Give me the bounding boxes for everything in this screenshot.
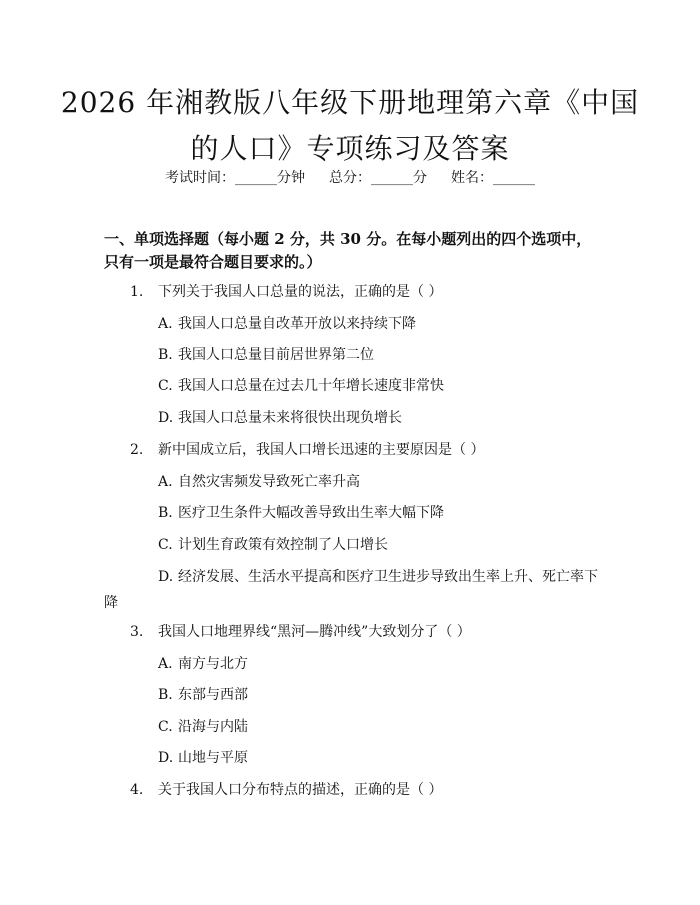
- option-text: 我国人口总量目前居世界第二位: [178, 347, 374, 363]
- title-line-2: 的人口》专项练习及答案: [190, 132, 510, 165]
- option-letter: D.: [158, 410, 174, 426]
- option-text: 我国人口总量在过去几十年增长速度非常快: [178, 378, 444, 394]
- question-number: 3.: [130, 624, 144, 640]
- option-letter: B.: [158, 687, 173, 703]
- option-text: 计划生育政策有效控制了人口增长: [178, 537, 388, 553]
- total-score: 总分：______分: [329, 170, 427, 186]
- option: [158, 685, 248, 705]
- option-text: 经济发展、生活水平提高和医疗卫生进步导致出生率上升、死亡率下降: [104, 569, 598, 611]
- option: [158, 503, 444, 523]
- question-text: 新中国成立后，我国人口增长迅速的主要原因是（ ）: [158, 442, 485, 458]
- option: [158, 408, 402, 428]
- title-line-1: 2026 年湘教版八年级下册地理第六章《中国: [60, 86, 640, 119]
- exam-info: [0, 168, 700, 188]
- option-text: 东部与西部: [178, 687, 248, 703]
- option: [158, 748, 248, 768]
- option: [158, 376, 444, 396]
- option-text: 我国人口总量自改革开放以来持续下降: [178, 316, 416, 332]
- option-letter: D.: [158, 750, 174, 766]
- option-text: 沿海与内陆: [178, 719, 248, 735]
- option-letter: A.: [158, 474, 173, 490]
- question-number: 2.: [130, 442, 144, 458]
- option-letter: C.: [158, 537, 173, 553]
- option-letter: B.: [158, 347, 173, 363]
- option: [158, 472, 360, 492]
- question-text: 我国人口地理界线“黑河—腾冲线”大致划分了（ ）: [158, 624, 471, 640]
- option-letter: A.: [158, 656, 173, 672]
- option-text: 我国人口总量未来将很快出现负增长: [178, 410, 402, 426]
- option: [158, 314, 416, 334]
- question-text: 关于我国人口分布特点的描述，正确的是（ ）: [158, 782, 443, 798]
- option: [158, 345, 374, 365]
- question-number: 1.: [130, 284, 144, 300]
- question-text: 下列关于我国人口总量的说法，正确的是（ ）: [158, 284, 443, 300]
- option-letter: C.: [158, 719, 173, 735]
- option-text: 自然灾害频发导致死亡率升高: [178, 474, 360, 490]
- option-text: 山地与平原: [178, 750, 248, 766]
- option-text: 南方与北方: [178, 656, 248, 672]
- option-letter: D.: [158, 569, 174, 585]
- option-text: 医疗卫生条件大幅改善导致出生率大幅下降: [178, 505, 444, 521]
- section-title: 一、单项选择题（每小题 2 分，共 30 分。在每小题列出的四个选项中，只有一项是最符合题目要求的。）: [104, 230, 592, 271]
- option-letter: A.: [158, 316, 173, 332]
- option-letter: C.: [158, 378, 173, 394]
- option: [158, 654, 248, 674]
- option: [158, 717, 248, 737]
- page-title: [60, 80, 640, 172]
- option-letter: B.: [158, 505, 173, 521]
- student-name: 姓名：______: [451, 170, 535, 186]
- option: [104, 564, 600, 616]
- question-number: 4.: [130, 782, 144, 798]
- option: [158, 535, 388, 555]
- exam-time: 考试时间：______分钟: [165, 170, 305, 186]
